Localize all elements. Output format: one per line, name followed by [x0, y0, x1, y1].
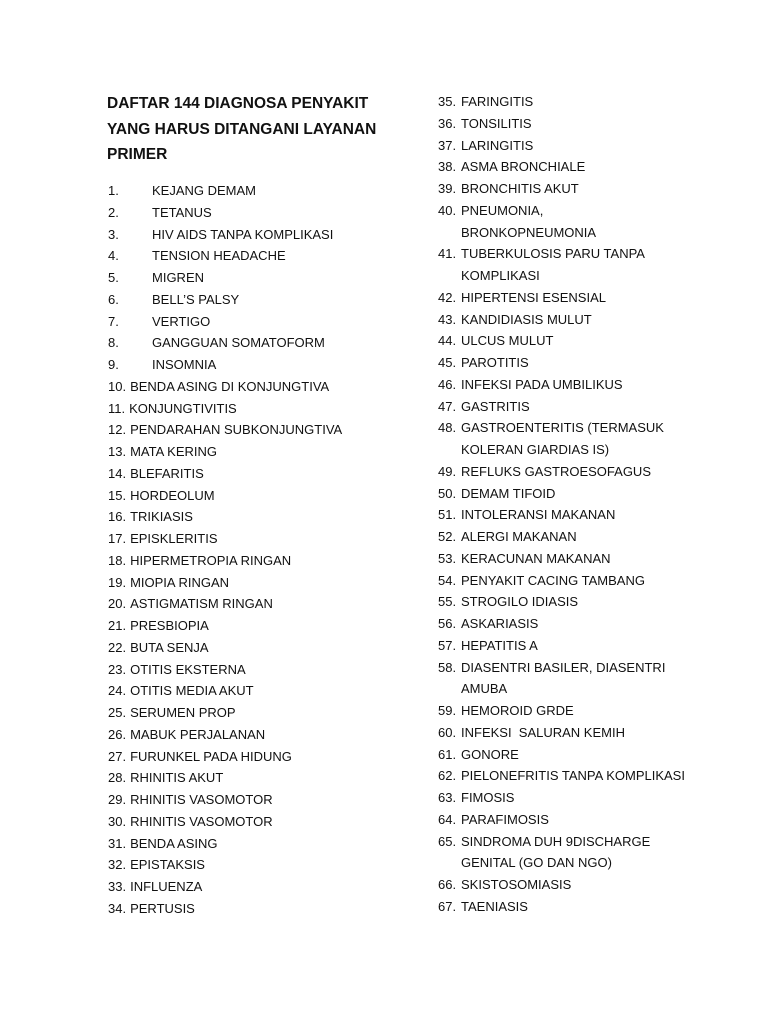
item-text: GANGGUAN SOMATOFORM: [152, 335, 325, 351]
list-item: [108, 680, 408, 702]
list-item: [438, 156, 738, 178]
item-text: MIGREN: [152, 270, 204, 285]
item-text: PRESBIOPIA: [130, 618, 209, 633]
list-item: [438, 635, 738, 657]
item-text: GASTROENTERITIS (TERMASUK KOLERAN GIARDIAS IS): [461, 420, 664, 457]
list-item: [108, 506, 408, 528]
list-item: [108, 267, 408, 289]
list-item: [108, 898, 408, 920]
item-number: 60.: [438, 724, 457, 740]
item-text: BRONCHITIS AKUT: [461, 181, 579, 196]
item-text: EPISKLERITIS: [130, 531, 218, 546]
item-text: HEPATITIS A: [461, 637, 538, 653]
item-number: 14.: [108, 465, 127, 481]
list-item: [108, 659, 408, 681]
item-text: INFEKSI SALURAN KEMIH: [461, 724, 625, 740]
item-text: DIASENTRI BASILER, DIASENTRI AMUBA: [461, 659, 666, 697]
list-item: [438, 287, 738, 309]
item-number: 58.: [438, 659, 457, 675]
item-text: PARAFIMOSIS: [461, 811, 549, 827]
list-item: [438, 352, 738, 374]
list-item: [438, 200, 738, 244]
item-number: 35.: [438, 94, 457, 109]
item-text: LARINGITIS: [461, 137, 534, 153]
item-number: 15.: [108, 487, 127, 503]
item-text: GONORE: [461, 746, 519, 762]
item-text: FIMOSIS: [461, 790, 515, 805]
diagnosis-list-left: [108, 180, 408, 920]
item-text: RHINITIS VASOMOTOR: [130, 792, 273, 807]
item-number: 17.: [108, 531, 127, 546]
item-text: FARINGITIS: [461, 94, 534, 109]
item-number: 26.: [108, 726, 127, 742]
item-number: 27.: [108, 748, 127, 764]
item-text: ASKARIASIS: [461, 616, 539, 631]
list-item: [108, 180, 408, 202]
list-item: [108, 746, 408, 768]
list-item: [108, 724, 408, 746]
item-number: 47.: [438, 398, 457, 414]
list-item: [438, 613, 738, 635]
item-number: 41.: [438, 246, 457, 262]
item-text: VERTIGO: [152, 313, 211, 329]
item-number: 2.: [108, 204, 119, 220]
item-number: 62.: [438, 768, 457, 784]
list-item: [438, 722, 738, 744]
list-item: [438, 483, 738, 505]
item-text: BUTA SENJA: [130, 639, 209, 655]
item-text: INTOLERANSI MAKANAN: [461, 507, 616, 523]
item-text: TAENIASIS: [461, 898, 528, 914]
item-text: PAROTITIS: [461, 355, 529, 370]
list-item: [438, 504, 738, 526]
list-item: [438, 809, 738, 831]
item-number: 32.: [108, 857, 127, 873]
item-number: 52.: [438, 529, 457, 544]
item-text: INSOMNIA: [152, 357, 217, 372]
list-item: [438, 657, 738, 701]
item-text: STROGILO IDIASIS: [461, 594, 579, 610]
item-number: 50.: [438, 485, 457, 501]
list-item: [108, 202, 408, 224]
list-item: [108, 376, 408, 398]
list-item: [438, 417, 738, 461]
item-text: BENDA ASING DI KONJUNGTIVA: [130, 378, 330, 394]
list-item: [108, 245, 408, 267]
item-text: KEJANG DEMAM: [152, 183, 257, 198]
item-text: GASTRITIS: [461, 398, 530, 414]
item-number: 24.: [108, 683, 127, 699]
list-item: [438, 526, 738, 548]
item-text: HORDEOLUM: [130, 487, 215, 503]
item-number: 3.: [108, 226, 119, 242]
item-number: 34.: [108, 900, 127, 916]
list-item: [108, 854, 408, 876]
item-number: 54.: [438, 572, 457, 588]
item-text: INFEKSI PADA UMBILIKUS: [461, 376, 623, 392]
item-number: 8.: [108, 335, 119, 351]
list-item: [438, 243, 738, 287]
item-number: 25.: [108, 705, 127, 720]
item-text: MIOPIA RINGAN: [130, 574, 230, 590]
item-text: SINDROMA DUH 9DISCHARGE GENITAL (GO DAN NGO): [461, 833, 651, 871]
item-number: 53.: [438, 550, 457, 566]
item-number: 20.: [108, 596, 127, 612]
list-item: [108, 789, 408, 811]
item-number: 39.: [438, 181, 457, 196]
item-number: 30.: [108, 813, 127, 829]
list-item: [438, 396, 738, 418]
list-item: [108, 354, 408, 376]
item-text: HIV AIDS TANPA KOMPLIKASI: [152, 226, 334, 242]
item-text: TUBERKULOSIS PARU TANPA KOMPLIKASI: [461, 246, 645, 283]
item-number: 12.: [108, 422, 127, 438]
item-number: 46.: [438, 376, 457, 392]
list-item: [438, 374, 738, 396]
item-number: 23.: [108, 661, 127, 677]
list-item: [438, 330, 738, 352]
list-item: [438, 113, 738, 135]
list-item: [108, 224, 408, 246]
list-item: [108, 637, 408, 659]
item-text: KANDIDIASIS MULUT: [461, 311, 592, 327]
item-number: 67.: [438, 898, 457, 914]
list-item: [108, 702, 408, 724]
item-number: 9.: [108, 357, 119, 372]
item-number: 10.: [108, 378, 127, 394]
item-text: MABUK PERJALANAN: [130, 726, 266, 742]
list-item: [108, 311, 408, 333]
list-item: [108, 485, 408, 507]
item-number: 66.: [438, 877, 457, 892]
item-number: 63.: [438, 790, 457, 805]
item-text: KERACUNAN MAKANAN: [461, 550, 611, 566]
list-item: [108, 615, 408, 637]
item-number: 19.: [108, 574, 127, 590]
item-text: BELL’S PALSY: [152, 291, 240, 307]
item-number: 48.: [438, 420, 457, 436]
list-item: [108, 550, 408, 572]
item-number: 18.: [108, 552, 127, 568]
list-item: [438, 874, 738, 896]
item-text: BLEFARITIS: [130, 465, 204, 481]
item-number: 64.: [438, 811, 457, 827]
item-text: SKISTOSOMIASIS: [461, 877, 572, 892]
list-item: [108, 833, 408, 855]
item-text: HEMOROID GRDE: [461, 703, 574, 718]
list-item: [438, 548, 738, 570]
item-text: KONJUNGTIVITIS: [129, 400, 237, 416]
item-number: 45.: [438, 355, 457, 370]
list-item: [108, 463, 408, 485]
item-text: PENYAKIT CACING TAMBANG: [461, 572, 645, 588]
item-number: 61.: [438, 746, 457, 762]
item-number: 16.: [108, 509, 127, 525]
item-text: TETANUS: [152, 204, 212, 220]
item-number: 38.: [438, 159, 457, 175]
item-number: 56.: [438, 616, 457, 631]
list-item: [108, 419, 408, 441]
item-text: REFLUKS GASTROESOFAGUS: [461, 463, 651, 479]
item-number: 11.: [108, 400, 126, 416]
item-text: ASMA BRONCHIALE: [461, 159, 586, 175]
item-number: 29.: [108, 792, 127, 807]
item-text: HIPERTENSI ESENSIAL: [461, 289, 606, 305]
list-item: [108, 767, 408, 789]
item-text: EPISTAKSIS: [130, 857, 205, 873]
item-number: 33.: [108, 879, 127, 894]
item-number: 59.: [438, 703, 457, 718]
list-item: [438, 135, 738, 157]
list-item: [108, 572, 408, 594]
list-item: [108, 528, 408, 550]
item-number: 1.: [108, 183, 119, 198]
document-title: DAFTAR 144 DIAGNOSA PENYAKIT YANG HARUS DITANGANI LAYANAN PRIMER: [107, 95, 377, 163]
item-text: TONSILITIS: [461, 115, 532, 131]
item-number: 6.: [108, 291, 119, 307]
item-number: 4.: [108, 248, 119, 264]
item-number: 28.: [108, 770, 127, 786]
list-item: [108, 441, 408, 463]
item-text: SERUMEN PROP: [130, 705, 236, 720]
item-text: OTITIS MEDIA AKUT: [130, 683, 254, 699]
item-text: ALERGI MAKANAN: [461, 529, 577, 544]
item-text: RHINITIS VASOMOTOR: [130, 813, 273, 829]
list-item: [438, 91, 738, 113]
list-item: [108, 876, 408, 898]
item-number: 55.: [438, 594, 457, 610]
item-number: 43.: [438, 311, 457, 327]
item-number: 13.: [108, 444, 127, 459]
list-item: [438, 309, 738, 331]
list-item: [108, 811, 408, 833]
item-number: 57.: [438, 637, 457, 653]
diagnosis-list-right: [438, 91, 738, 918]
list-item: [108, 289, 408, 311]
item-text: DEMAM TIFOID: [461, 485, 556, 501]
list-item: [438, 765, 738, 787]
item-number: 65.: [438, 833, 457, 849]
item-number: 51.: [438, 507, 457, 523]
item-number: 49.: [438, 463, 457, 479]
list-item: [438, 591, 738, 613]
item-number: 40.: [438, 202, 457, 218]
list-item: [438, 787, 738, 809]
list-item: [438, 700, 738, 722]
item-number: 31.: [108, 835, 127, 851]
item-text: BENDA ASING: [130, 835, 218, 851]
list-item: [438, 178, 738, 200]
item-number: 44.: [438, 333, 457, 349]
item-text: OTITIS EKSTERNA: [130, 661, 246, 677]
item-text: PENDARAHAN SUBKONJUNGTIVA: [130, 422, 343, 438]
item-number: 42.: [438, 289, 457, 305]
item-number: 21.: [108, 618, 127, 633]
list-item: [108, 593, 408, 615]
item-number: 7.: [108, 313, 119, 329]
item-number: 5.: [108, 270, 119, 285]
item-text: HIPERMETROPIA RINGAN: [130, 552, 292, 568]
item-text: RHINITIS AKUT: [130, 770, 224, 786]
list-item: [438, 461, 738, 483]
list-item: [108, 332, 408, 354]
item-number: 37.: [438, 137, 457, 153]
list-item: [438, 831, 738, 875]
item-text: ULCUS MULUT: [461, 333, 554, 349]
item-text: FURUNKEL PADA HIDUNG: [130, 748, 292, 764]
item-number: 36.: [438, 115, 457, 131]
item-number: 22.: [108, 639, 127, 655]
item-text: PNEUMONIA, BRONKOPNEUMONIA: [461, 202, 597, 240]
list-item: [438, 570, 738, 592]
list-item: [438, 896, 738, 918]
item-text: MATA KERING: [130, 444, 217, 459]
item-text: PIELONEFRITIS TANPA KOMPLIKASI: [461, 768, 685, 784]
item-text: TRIKIASIS: [130, 509, 193, 525]
item-text: INFLUENZA: [130, 879, 203, 894]
item-text: PERTUSIS: [130, 900, 195, 916]
item-text: ASTIGMATISM RINGAN: [130, 596, 273, 612]
list-item: [438, 744, 738, 766]
list-item: [108, 398, 408, 420]
item-text: TENSION HEADACHE: [152, 248, 286, 264]
